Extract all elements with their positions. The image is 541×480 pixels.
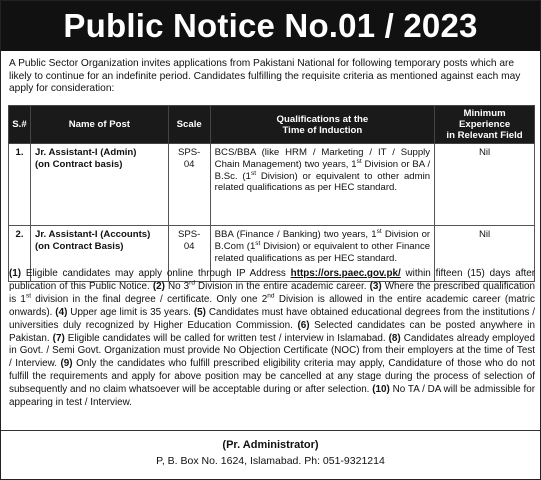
- term-text: Upper age limit is 35 years.: [67, 306, 194, 318]
- table-row: [9, 144, 535, 226]
- term-text: Where the prescribed qualification is 1: [9, 280, 536, 305]
- term-text: Candidates must have obtained educational degrees from the institutions / universities duly recognized by Higher Education Commission.: [9, 306, 535, 331]
- ordinal-sup: st: [376, 227, 382, 235]
- term-text: No 3: [164, 280, 190, 292]
- term-number: (9): [60, 358, 73, 370]
- post-title: Jr. Assistant-I (Accounts): [34, 229, 151, 240]
- term-text: Candidates already employed in Govt. / Semi Govt. Organization must provide No Objection Certificate (NOC) from their employers at the time of Test / Interview.: [9, 332, 535, 370]
- header-post: Name of Post: [30, 106, 168, 144]
- row-experience: Nil: [435, 144, 535, 226]
- header-qual-line1: Qualifications at the: [276, 113, 369, 125]
- term-text: Only the candidates who fulfill prescribed eligibility criteria may apply, Candidature of those who do not fulfill the requirements and apply for above position may be cancelled at any stage during the process of selection of subsequently and no claim whatsoever will be acceptable during or after selection.: [9, 358, 535, 396]
- qual-part: BCS/BBA (like HRM / Marketing / IT / Supply Chain Management) two years, 1: [214, 147, 431, 170]
- row-sno: 2.: [9, 226, 31, 282]
- post-contract: (on Contract Basis): [34, 240, 124, 252]
- ordinal-sup: st: [250, 169, 257, 177]
- ordinal-sup: st: [255, 239, 261, 247]
- qual-part: Division or BA / B.Sc. (1: [214, 158, 431, 182]
- term-number: (10): [372, 384, 390, 396]
- term-number: (6): [297, 319, 310, 331]
- term-text: within fifteen (15) days after publication of this Public Notice.: [9, 268, 535, 292]
- administrator-title: (Pr. Administrator): [222, 439, 319, 451]
- term-number: (2): [152, 280, 165, 292]
- term-number: (7): [52, 332, 65, 344]
- header-scale: Scale: [168, 106, 210, 144]
- notice-title: Public Notice No.01 / 2023: [1, 1, 540, 51]
- ordinal-sup: st: [25, 292, 31, 300]
- qual-part: BBA (Finance / Banking) two years, 1: [214, 229, 377, 240]
- terms-paragraph: [9, 268, 535, 410]
- header-qual-line2: Time of Induction: [282, 124, 363, 136]
- term-text: Division is allowed in the entire academic career (matric onwards).: [9, 293, 535, 318]
- post-contract: (on Contract basis): [34, 158, 123, 170]
- footer: [1, 430, 540, 479]
- row-post: [30, 144, 168, 226]
- intro-paragraph: A Public Sector Organization invites applications from Pakistani National for following temporary posts which are likely to continue for an indefinite period. Candidates fulfilling the requisite criteria as mentioned against each may apply for consideration:: [9, 58, 521, 94]
- table-header-row: [9, 106, 535, 144]
- header-exp-line1: Minimum Experience: [458, 108, 511, 130]
- row-sno: 1.: [9, 144, 31, 226]
- qual-part: Division or B.Com (1: [214, 229, 431, 252]
- header-exp-line2: in Relevant Field: [446, 130, 523, 141]
- term-text: division in the final degree / certificate. Only one 2: [31, 293, 268, 305]
- row-experience: Nil: [435, 226, 535, 282]
- row-qualification: [210, 144, 434, 226]
- term-number: (4): [55, 306, 68, 318]
- application-link[interactable]: https://ors.paec.gov.pk/: [290, 268, 401, 279]
- row-scale: SPS-04: [168, 144, 210, 226]
- posts-table: [8, 105, 535, 282]
- term-text: Selected candidates can be posted anywhere in Pakistan.: [9, 319, 535, 344]
- term-number: (3): [369, 280, 382, 292]
- row-scale: SPS-04: [168, 226, 210, 282]
- term-number: (5): [193, 306, 206, 318]
- qual-part: Division) or equivalent to other admin related qualifications as per HEC standard.: [214, 170, 431, 194]
- ordinal-sup: rd: [189, 279, 195, 287]
- header-sno: S.#: [9, 106, 31, 144]
- qual-part: Division) or equivalent to other Finance related qualifications as per HEC standard.: [214, 240, 431, 264]
- term-text: Eligible candidates may apply online through IP Address: [21, 268, 291, 279]
- ordinal-sup: st: [356, 157, 362, 165]
- postal-address: P, B. Box No. 1624, Islamabad. Ph: 051-9321214: [156, 455, 385, 467]
- ordinal-sup: nd: [267, 292, 275, 300]
- term-text: Eligible candidates will be called for written test / interview in Islamabad.: [64, 332, 389, 344]
- term-number: (1): [9, 268, 22, 279]
- term-number: (8): [388, 332, 401, 344]
- term-text: Division in the entire academic career.: [194, 280, 370, 292]
- term-text: No TA / DA will be admissible for appearing in test / Interview.: [9, 384, 535, 409]
- header-qualifications: [210, 106, 434, 144]
- header-experience: [435, 106, 535, 144]
- post-title: Jr. Assistant-I (Admin): [34, 147, 137, 158]
